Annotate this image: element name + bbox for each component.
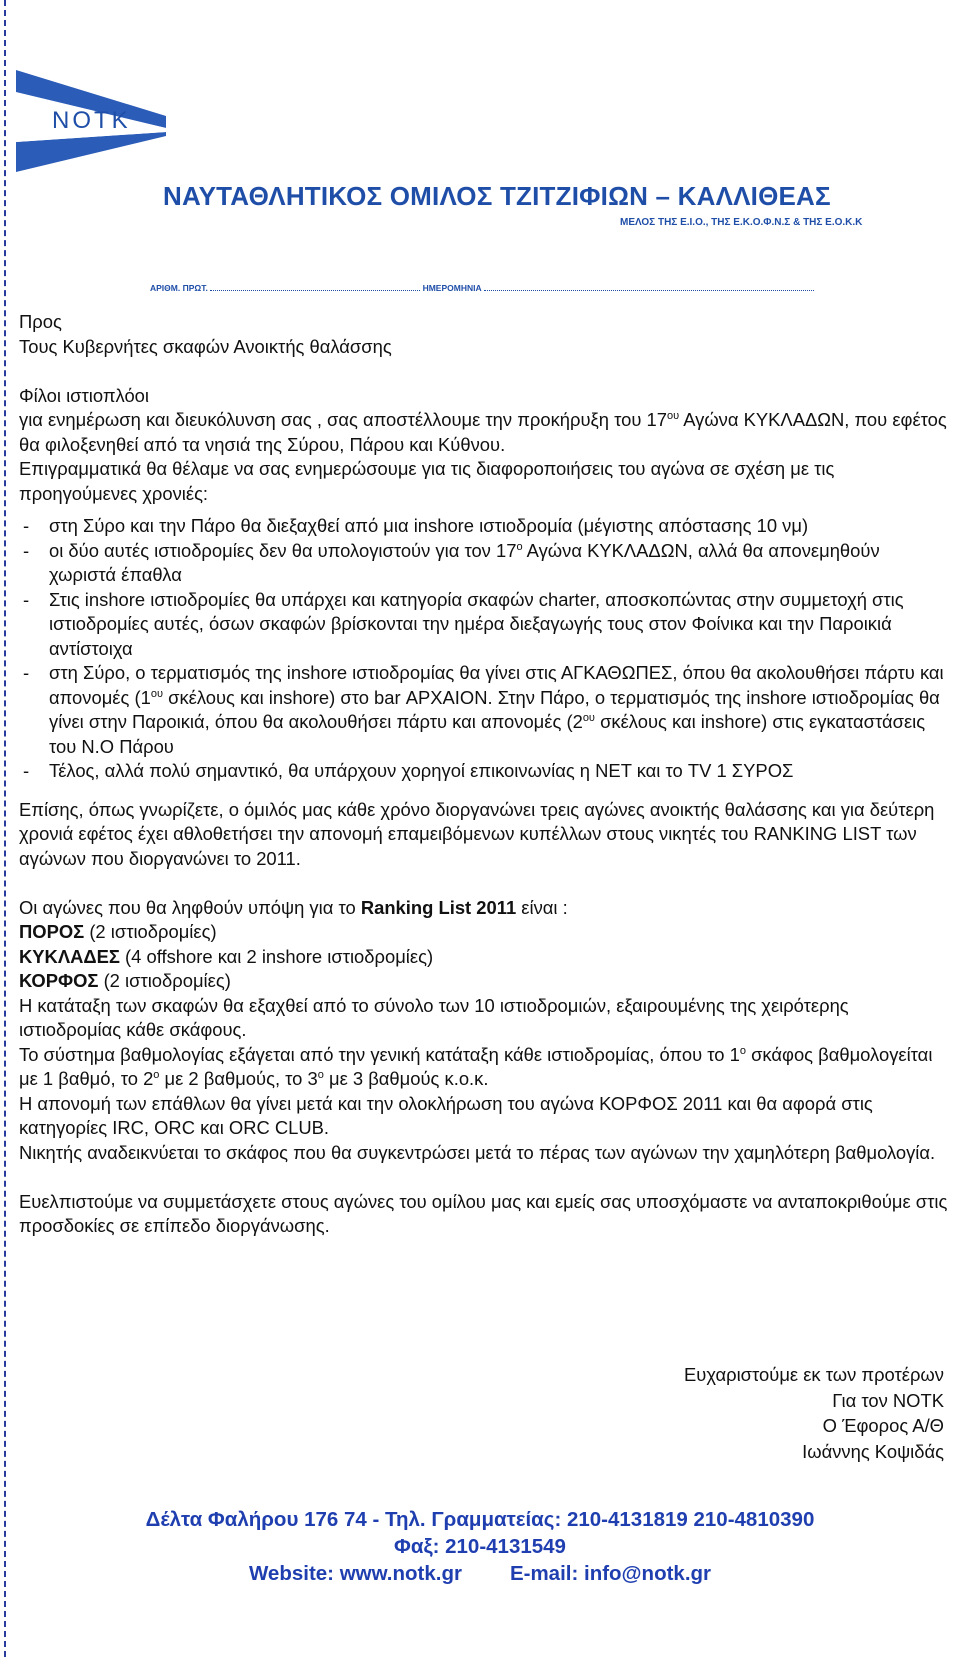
ranking-rule: Η κατάταξη των σκαφών θα εξαχθεί από το σύνολο των 10 ιστιοδρομιών, εξαιρουμένης της χειρότερης ιστιοδρομίας κάθε σκάφους. <box>19 994 849 1040</box>
to-label: Προς <box>19 311 62 332</box>
signature-for-club: Για τον ΝΟΤΚ <box>832 1389 944 1411</box>
closing-paragraph: Ευελπιστούμε να συμμετάσχετε στους αγώνες του ομίλου μας και εμείς σας υποσχόμαστε να ανταποκριθούμε στις προσδοκίες σε επίπεδο διοργάνωσης. <box>19 1190 948 1236</box>
bullet-item: - Τέλος, αλλά πολύ σημαντικό, θα υπάρχουν χορηγοί επικοινωνίας η ΝΕΤ και το TV 1 ΣΥΡΟΣ <box>19 759 949 784</box>
winner-paragraph: Νικητής αναδεικνύεται το σκάφος που θα συγκεντρώσει μετά το πέρας των αγώνων την χαμηλότερη βαθμολογία. <box>19 1141 936 1163</box>
bullet-item: - οι δύο αυτές ιστιοδρομίες δεν θα υπολογιστούν για τον $17^o$ Αγώνα ΚΥΚΛΑΔΩΝ, αλλά θα απονεμηθούν χωριστά έπαθλα <box>19 539 949 588</box>
signature-block <box>684 1362 944 1464</box>
dashed-margin-line <box>4 0 6 1657</box>
footer-fax: Φαξ: 210-4131549 <box>394 1535 566 1558</box>
bullet-item: - στη Σύρο, ο τερματισμός της inshore ιστιοδρομίας θα γίνει στις ΑΓΚΑΘΩΠΕΣ, όπου θα ακολουθήσει πάρτυ και απονομές ($1^{o\upsilon}$ σκέλους και inshore) στο bar ΑΡΧΑΙΟΝ. Στην Πάρο, ο τερματισμός της inshore ιστιοδρομίας θα γίνει στην Παροικιά, όπου θα ακολουθήσει πάρτυ και απονομές ($2^{o\upsilon}$ σκέλους και inshore) στις εγκαταστάσεις του Ν.Ο Πάρου <box>19 661 949 759</box>
footer-address-phones: Δέλτα Φαλήρου 176 74 - Τηλ. Γραμματείας: 210-4131819 210-4810390 <box>145 1508 815 1531</box>
protocol-number-label: ΑΡΙΘΜ. ΠΡΩΤ. <box>150 283 208 293</box>
signature-role: Ο Έφορος Α/Θ <box>822 1415 944 1436</box>
greeting: Φίλοι ιστιοπλόοι <box>19 384 150 406</box>
date-label: ΗΜΕΡΟΜΗΝΙΑ <box>422 283 482 293</box>
awards-paragraph: Η απονομή των επάθλων θα γίνει μετά και την ολοκλήρωση του αγώνα ΚΟΡΦΟΣ 2011 και θα αφορά στις κατηγορίες IRC, ORC και ORC CLUB. <box>19 1092 873 1138</box>
scoring-rule: Το σύστημα βαθμολογίας εξάγεται από την γενική κατάταξη κάθε ιστιοδρομίας, όπου το $1^o$ σκάφος βαθμολογείται με 1 βαθμό, το $2^o$ με 2 βαθμούς, το $3^o$ με 3 βαθμούς κ.ο.κ. <box>19 1043 933 1089</box>
bullet-item: - στη Σύρο και την Πάρο θα διεξαχθεί από μια inshore ιστιοδρομία (μέγιστης απόστασης 10 νμ) <box>19 514 949 539</box>
races-intro: Οι αγώνες που θα ληφθούν υπόψη για το Ranking List 2011 είναι : <box>19 896 568 918</box>
race-item: ΚΥΚΛΑΔΕΣ (4 offshore και 2 inshore ιστιοδρομίες) <box>19 945 434 967</box>
bullet-item: - Στις inshore ιστιοδρομίες θα υπάρχει και κατηγορία σκαφών charter, αποσκοπώντας στην συμμετοχή στις ιστιοδρομίες αυτές, όσων σκαφών βρίσκονται την ημέρα διεξαγωγής τους στον Φοίνικα και την Παροικιά αντίστοιχα <box>19 588 949 662</box>
logo-text: NOTK <box>52 107 131 134</box>
protocol-number-blank <box>210 284 420 291</box>
pennant-logo <box>16 70 166 175</box>
race-item: ΠΟΡΟΣ (2 ιστιοδρομίες) <box>19 921 217 942</box>
club-membership-subtitle: ΜΕΛΟΣ ΤΗΣ Ε.Ι.Ο., ΤΗΣ Ε.Κ.Ο.Φ.Ν.Σ & ΤΗΣ Ε.Ο.Κ.Κ <box>620 217 863 228</box>
protocol-line <box>150 283 910 293</box>
footer-web-email <box>0 1560 960 1587</box>
ranking-paragraph: Επίσης, όπως γνωρίζετε, ο όμιλός μας κάθε χρόνο διοργανώνει τρεις αγώνες ανοικτής θαλάσσης και για δεύτερη χρονιά εφέτος έχει αθλοθετήσει την απονομή επαμειβόμενων κυπέλλων στους νικητές του RANKING LIST των αγώνων που διοργανώνει το 2011. <box>19 798 935 869</box>
website-link[interactable]: Website: www.notk.gr <box>248 1562 462 1585</box>
signature-name: Ιωάννης Κοψιδάς <box>802 1440 944 1462</box>
club-name: ΝΑΥΤΑΘΛΗΤΙΚΟΣ ΟΜΙΛΟΣ ΤΖΙΤΖΙΦΙΩΝ – ΚΑΛΛΙΘΕΑΣ <box>163 181 831 211</box>
recipients: Τους Κυβερνήτες σκαφών Ανοικτής θαλάσσης <box>19 335 392 357</box>
intro-paragraph: για ενημέρωση και διευκόλυνση σας , σας αποστέλλουμε την προκήρυξη του $17^{o\upsilon}$ Αγώνα ΚΥΚΛΑΔΩΝ, που εφέτος θα φιλοξενηθεί από τα νησιά της Σύρου, Πάρου και Κύθνου. <box>19 409 947 455</box>
footer-contact <box>0 1506 960 1587</box>
email-link[interactable]: E-mail: info@notk.gr <box>509 1562 712 1585</box>
race-item: ΚΟΡΦΟΣ (2 ιστιοδρομίες) <box>19 970 231 991</box>
letter-body <box>19 310 949 1239</box>
signature-thanks: Ευχαριστούμε εκ των προτέρων <box>684 1364 944 1385</box>
date-blank <box>484 284 814 291</box>
changes-intro: Επιγραμματικά θα θέλαμε να σας ενημερώσουμε για τις διαφοροποιήσεις του αγώνα σε σχέση με τις προηγούμενες χρονιές: <box>19 458 835 504</box>
